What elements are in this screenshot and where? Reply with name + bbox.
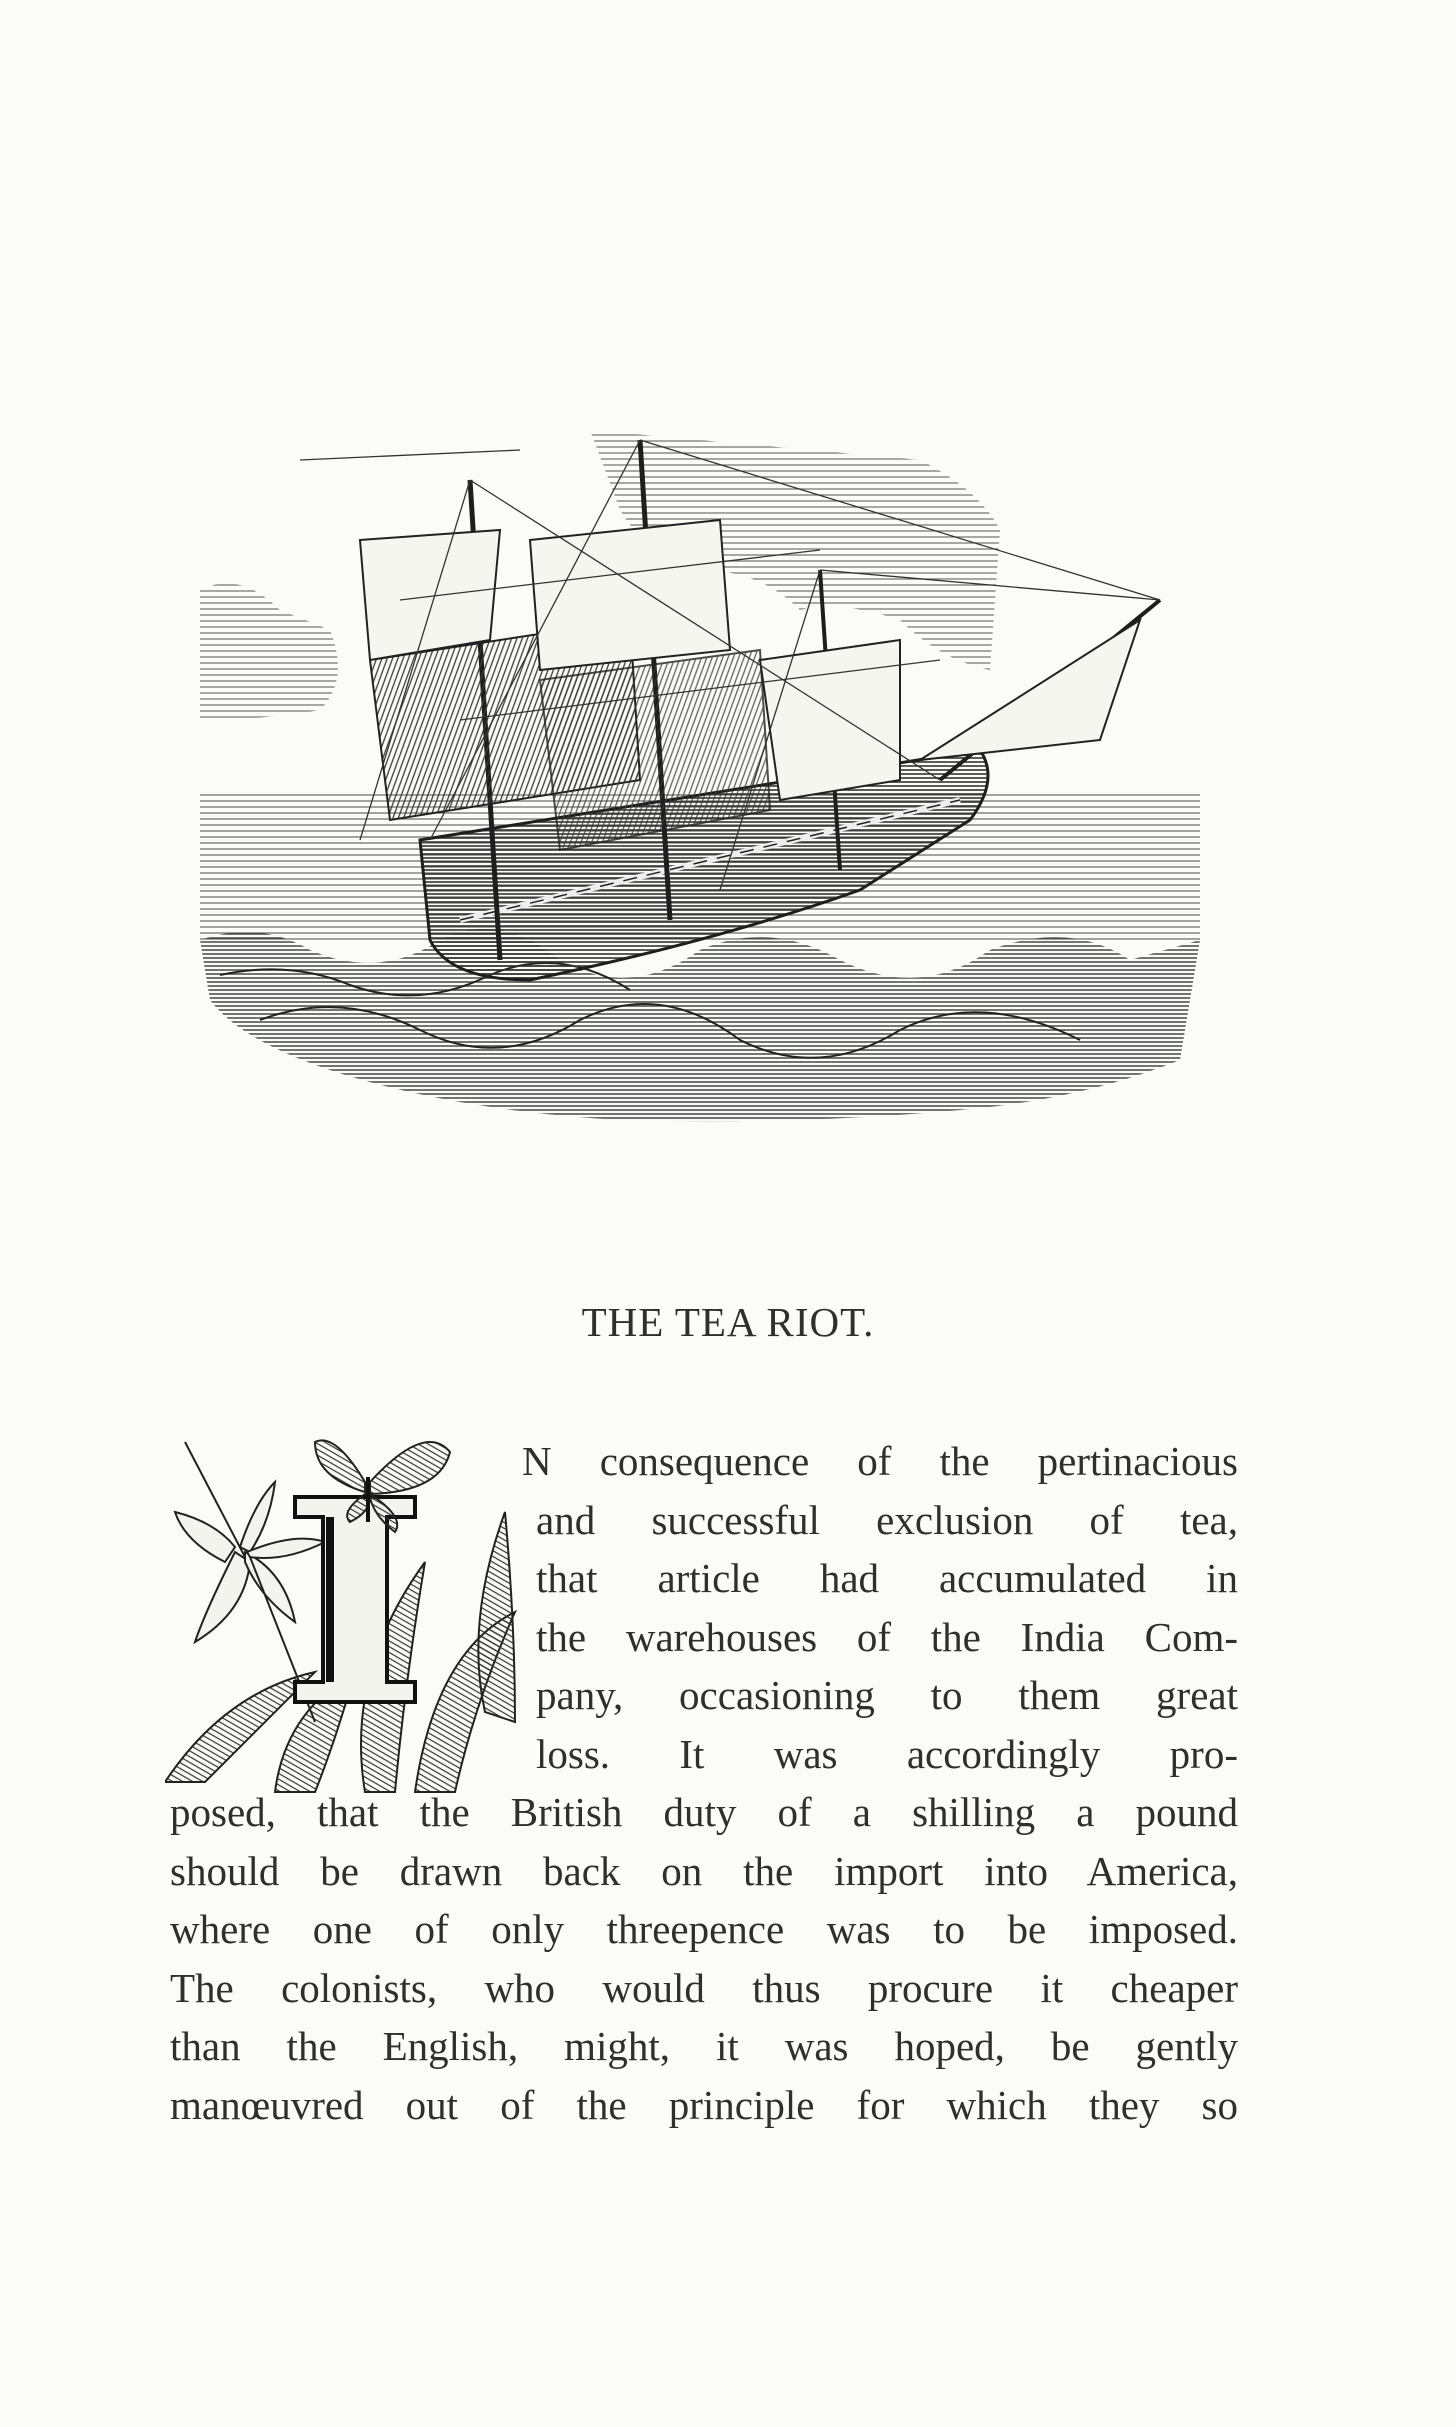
chapter-title: THE TEA RIOT. (581, 1299, 875, 1345)
text-line: loss. It was accordingly pro- (536, 1730, 1238, 1777)
text-line: that article had accumulated in (536, 1555, 1238, 1602)
text-line: the warehouses of the India Com- (536, 1613, 1238, 1660)
floral-butterfly-initial-icon (165, 1422, 545, 1794)
text-line: N consequence of the pertinacious (522, 1438, 1238, 1484)
text-line: where one of only threepence was to be imposed. (170, 1906, 1238, 1953)
sailing-ship-engraving-icon (200, 420, 1200, 1130)
text-line: should be drawn back on the import into America, (170, 1847, 1238, 1894)
drop-cap-letter (0, 0, 1, 1)
paragraph-indented (522, 1432, 1238, 1784)
text-line: manœuvred out of the principle for which they so (170, 2081, 1238, 2128)
text-line: than the English, might, it was hoped, be gently (170, 2023, 1238, 2070)
text-line: The colonists, who would thus procure it cheaper (170, 1964, 1238, 2011)
text-line: posed, that the British duty of a shilling a pound (170, 1789, 1238, 1835)
paragraph-full (170, 1783, 1238, 2135)
text-line: and successful exclusion of tea, (536, 1496, 1238, 1543)
text-line: pany, occasioning to them great (536, 1672, 1238, 1719)
